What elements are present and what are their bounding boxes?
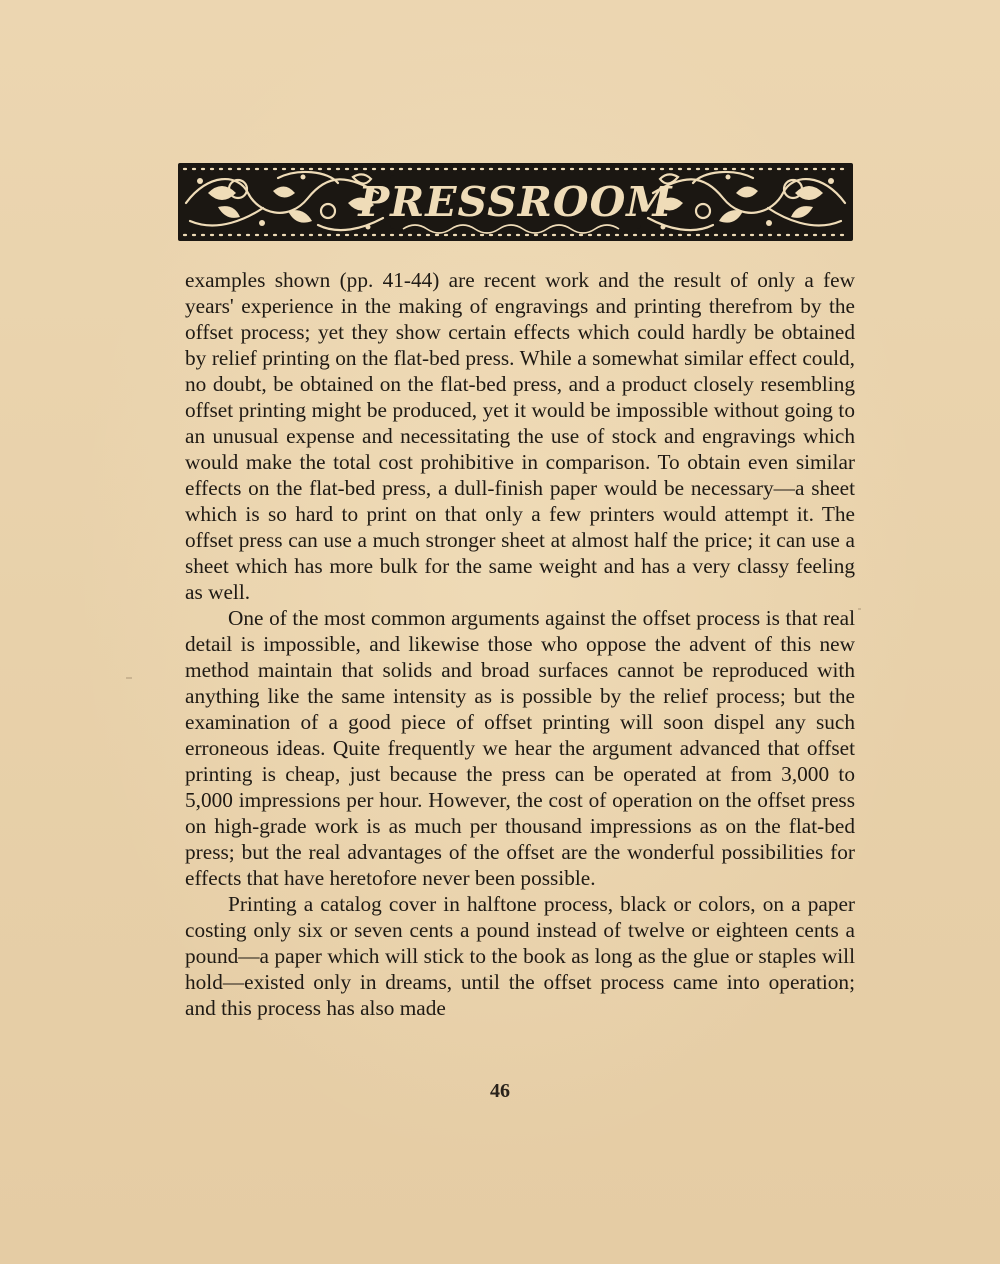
page-number: 46 [490,1080,510,1102]
paragraph: Printing a catalog cover in halftone process, black or colors, on a paper costing only six or seven cents a pound instead of twelve or eighteen cents a pound—a paper which will stick to the book as long as the glue or staples will hold—existed only in dreams, until the offset process came into operation; and this process has also made [185,892,855,1020]
paragraph: examples shown (pp. 41-44) are recent work and the result of only a few years' experience in the making of engravings and printing therefrom by the offset process; yet they show certain effects which could hardly be obtained by relief printing on the flat-bed press. While a somewhat similar effect could, no doubt, be obtained on the flat-bed press, and a product closely resembling offset printing might be produced, yet it would be impossible without going to an unusual expense and necessitating the use of stock and engravings which would make the total cost prohibitive in comparison. To obtain even similar effects on the flat-bed press, a dull-finish paper would be necessary—a sheet which is so hard to print on that only a few printers would attempt it. The offset press can use a much stronger sheet at almost half the price; it can use a sheet which has more bulk for the same weight and has a very classy feeling as well. [185,268,855,604]
paper-speck [126,677,132,679]
paragraph: One of the most common arguments against the offset process is that real detail is impossible, and likewise those who oppose the advent of this new method maintain that solids and broad surfaces cannot be reproduced with anything like the same intensity as is possible by the relief process; but the examination of a good piece of offset printing will soon dispel any such erroneous ideas. Quite frequently we hear the argument advanced that offset printing is cheap, just because the press can be operated at from 3,000 to 5,000 impressions per hour. However, the cost of operation on the offset press on high-grade work is as much per thousand impressions as on the flat-bed press; but the real advantages of the offset are the wonderful possibilities for effects that have heretofore never been possible. [185,606,855,890]
body-text [185,267,855,1021]
paper-speck [858,608,861,610]
section-title: PRESSROOM [358,178,673,226]
section-header-banner [178,163,853,241]
